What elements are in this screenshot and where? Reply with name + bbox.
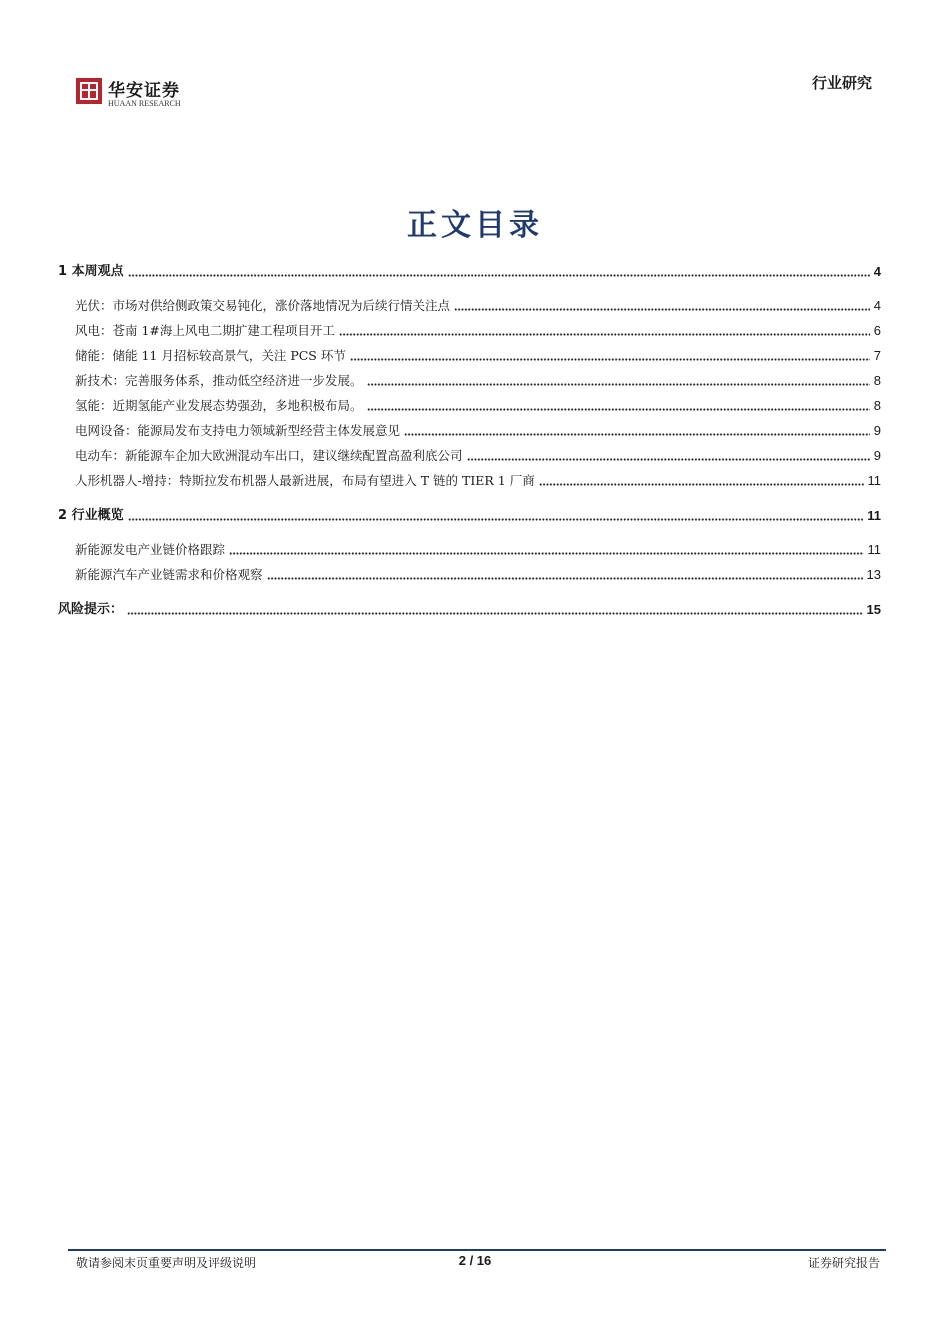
toc-entry-page: 11 [867,542,881,557]
toc-leader [539,483,864,486]
toc-entry-label: 风险提示： [58,602,124,617]
toc-entry-page: 11 [867,508,881,523]
toc-leader [367,383,870,386]
toc-title: 正文目录 [407,208,543,243]
toc-entry-page: 15 [866,602,881,617]
toc-leader [128,274,870,277]
toc-entry[interactable] [75,536,881,560]
footer-divider [68,1249,886,1251]
toc-entry[interactable] [75,342,881,366]
toc-leader [454,308,870,311]
toc-entry-page: 9 [873,423,881,438]
footer-report-type: 证券研究报告 [807,1256,880,1270]
toc-entry-label: 电网设备：能源局发布支持电力领域新型经营主体发展意见 [75,423,401,438]
toc-entry-label: 人形机器人-增持：特斯拉发布机器人最新进展，布局有望进入 T 链的 TIER 1 厂商 [75,473,535,488]
toc-entry[interactable] [75,292,881,316]
toc-leader [404,433,870,436]
toc-entry[interactable] [75,442,881,466]
toc-entry[interactable] [75,367,881,391]
toc-entry[interactable] [58,502,881,526]
toc-entry[interactable] [75,561,881,585]
toc-leader [467,458,870,461]
seal-icon [76,78,102,104]
toc-entry-label: 1 本周观点 [58,264,124,279]
logo-chinese-name: 华安证券 [108,81,180,101]
toc-entry-label: 储能：储能 11 月招标较高景气，关注 PCS 环节 [75,348,346,363]
toc-entry-page: 8 [873,373,881,388]
footer-disclaimer: 敬请参阅末页重要声明及评级说明 [76,1256,257,1270]
toc-entry[interactable] [58,596,881,620]
toc-entry[interactable] [75,467,881,491]
logo-english-name: HUAAN RESEARCH [108,99,181,108]
page-number: 2 / 16 [458,1253,492,1268]
toc-entry[interactable] [58,258,881,282]
toc-entry-page: 13 [866,567,881,582]
toc-entry-label: 风电：苍南 1#海上风电二期扩建工程项目开工 [75,323,335,338]
toc-entry-page: 11 [867,473,881,488]
toc-entry-label: 2 行业概览 [58,508,124,523]
toc-leader [128,518,864,521]
toc-leader [367,408,870,411]
toc-entry-label: 新能源发电产业链价格跟踪 [75,542,226,557]
toc-leader [229,552,863,555]
toc-entry[interactable] [75,392,881,416]
toc-entry[interactable] [75,417,881,441]
toc-entry-page: 7 [873,348,881,363]
toc-entry-label: 电动车：新能源车企加大欧洲混动车出口，建议继续配置高盈利底公司 [75,448,463,463]
toc-entry-page: 8 [873,398,881,413]
toc-entry-label: 新技术：完善服务体系，推动低空经济进一步发展。 [75,373,363,388]
report-category: 行业研究 [811,74,872,92]
toc-entry-page: 4 [873,264,881,279]
toc-leader [339,333,870,336]
toc-leader [127,612,863,615]
toc-entry-page: 4 [873,298,881,313]
toc-leader [350,358,870,361]
toc-entry[interactable] [75,317,881,341]
toc-entry-label: 氢能：近期氢能产业发展态势强劲，多地积极布局。 [75,398,363,413]
toc-entry-label: 光伏：市场对供给侧政策交易钝化，涨价落地情况为后续行情关注点 [75,298,451,313]
toc-leader [267,577,863,580]
toc-entry-page: 6 [873,323,881,338]
toc-entry-page: 9 [873,448,881,463]
toc-entry-label: 新能源汽车产业链需求和价格观察 [75,567,263,582]
